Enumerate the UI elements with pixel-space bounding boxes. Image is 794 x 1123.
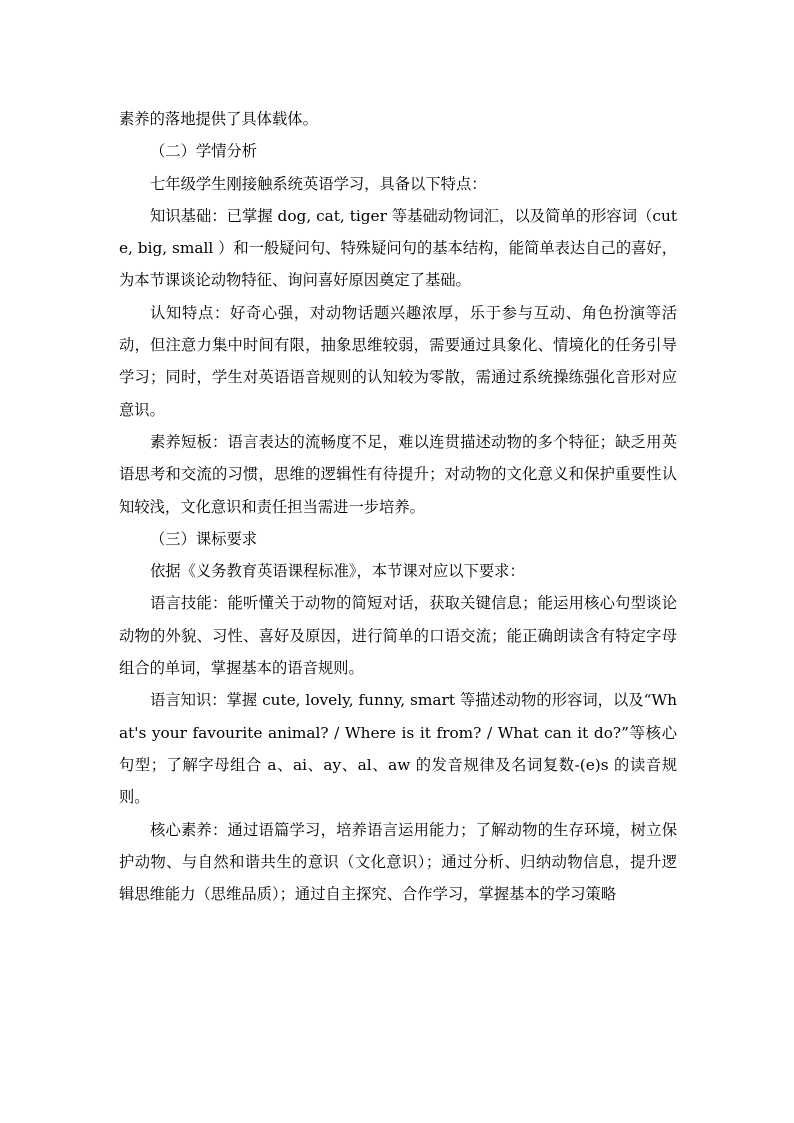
- paragraph-curriculum-intro: 依据《义务教育英语课程标准》，本节课对应以下要求：: [150, 562, 525, 581]
- document-body: [119, 103, 677, 910]
- paragraph-continuation: 素养的落地提供了具体载体。: [119, 110, 318, 128]
- paragraph-language-knowledge: 语言知识：掌握 cute, lovely, funny, smart 等描述动物的形容词，以及“What's your favourite animal? / Where is it from? / What can it do?”等核心句型；了解字母组合 a、ai、ay、al、aw 的发音规律及名词复数-(e)s 的读音规则。: [119, 691, 677, 807]
- section-heading-curriculum: （三）课标要求: [150, 529, 258, 548]
- paragraph-cognitive-traits: 认知特点：好奇心强，对动物话题兴趣浓厚，乐于参与互动、角色扮演等活动，但注意力集中时间有限，抽象思维较弱，需要通过具象化、情境化的任务引导学习；同时，学生对英语语音规则的认知较为零散，需通过系统操练强化音形对应意识。: [119, 303, 677, 419]
- paragraph-core-literacy: 核心素养：通过语篇学习，培养语言运用能力；了解动物的生存环境，树立保护动物、与自然和谐共生的意识（文化意识）；通过分析、归纳动物信息，提升逻辑思维能力（思维品质）；通过自主探究、合作学习，掌握基本的学习策略: [119, 820, 677, 904]
- paragraph-knowledge-base: 知识基础：已掌握 dog, cat, tiger 等基础动物词汇，以及简单的形容词（cute, big, small ）和一般疑问句、特殊疑问句的基本结构，能简单表达自己的喜好，为本节课谈论动物特征、询问喜好原因奠定了基础。: [119, 206, 678, 290]
- paragraph-student-intro: 七年级学生刚接触系统英语学习，具备以下特点：: [150, 174, 487, 193]
- section-heading-student-analysis: （二）学情分析: [150, 142, 258, 161]
- paragraph-literacy-weakness: 素养短板：语言表达的流畅度不足，难以连贯描述动物的多个特征；缺乏用英语思考和交流的习惯，思维的逻辑性有待提升；对动物的文化意义和保护重要性认知较浅，文化意识和责任担当需进一步培养。: [119, 432, 677, 516]
- paragraph-language-skills: 语言技能：能听懂关于动物的简短对话，获取关键信息；能运用核心句型谈论动物的外貌、习性、喜好及原因，进行简单的口语交流；能正确朗读含有特定字母组合的单词，掌握基本的语音规则。: [119, 594, 677, 678]
